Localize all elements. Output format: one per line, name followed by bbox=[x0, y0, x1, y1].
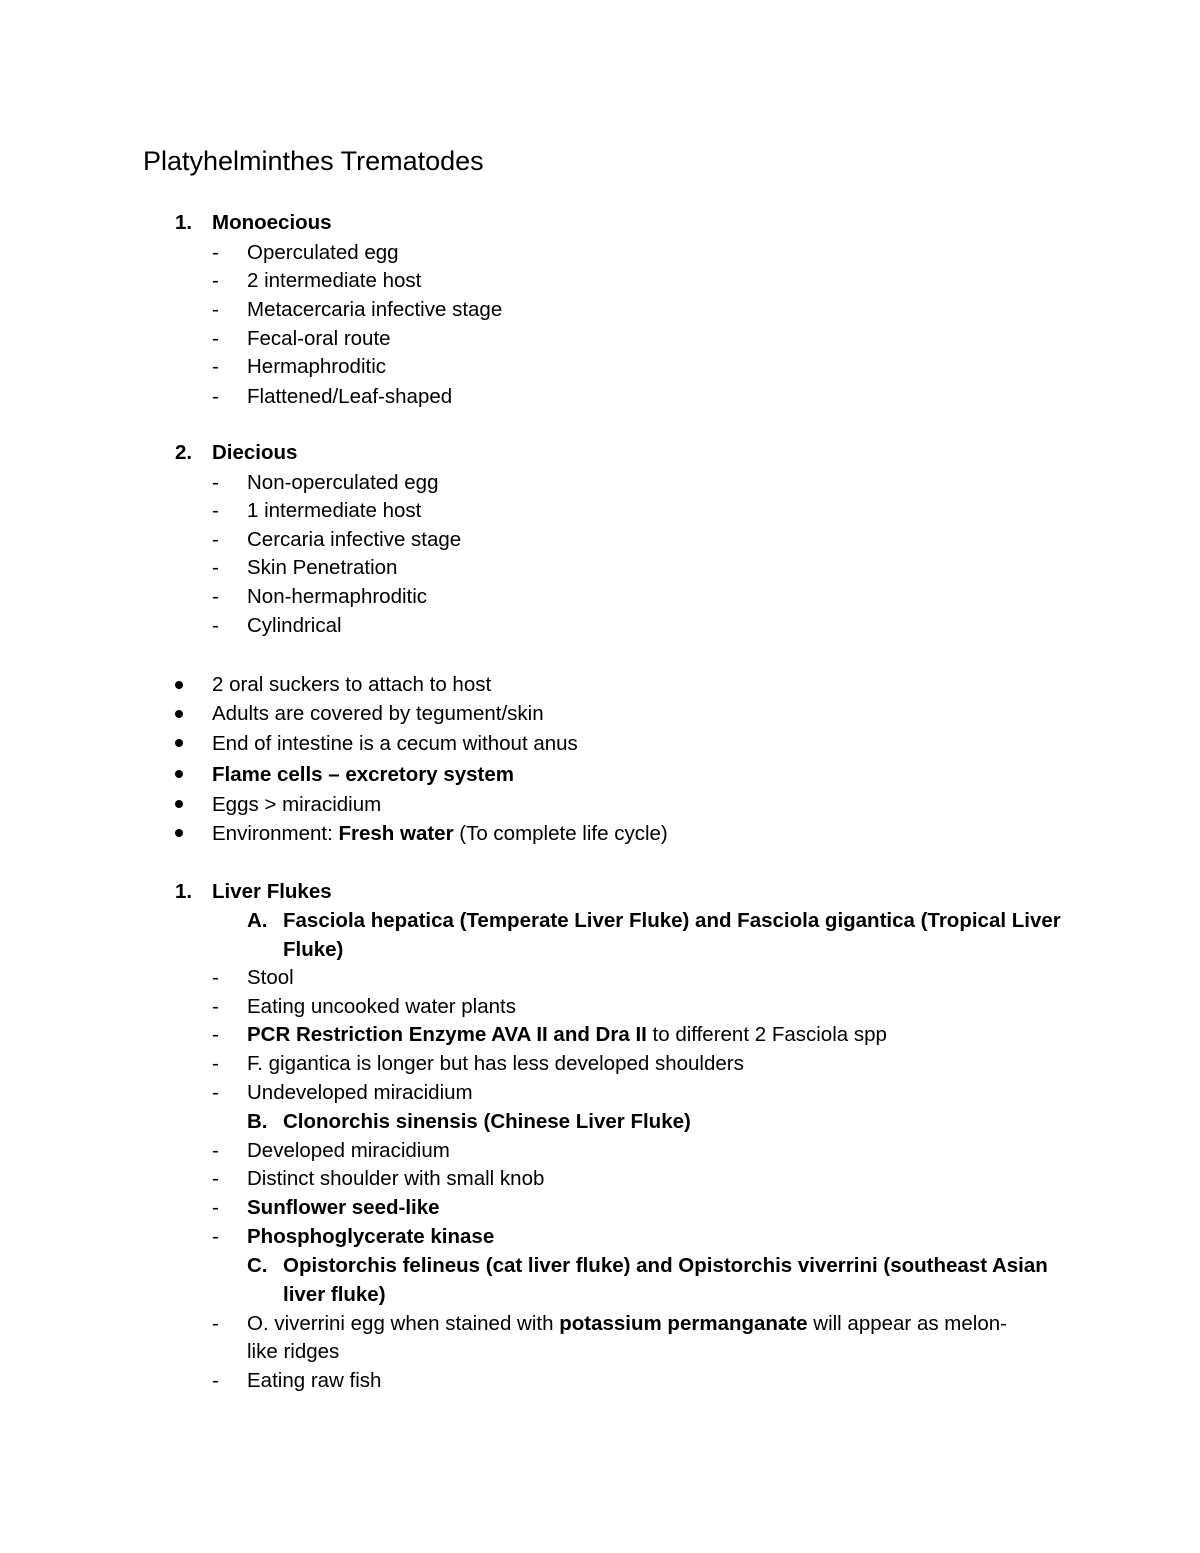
dash-marker: - bbox=[212, 1081, 219, 1104]
bullet-text: Environment: bbox=[212, 822, 339, 845]
list-item bbox=[247, 1020, 887, 1049]
list-item: Stool bbox=[247, 966, 294, 989]
list-item: Developed miracidium bbox=[247, 1139, 450, 1162]
subsection-heading-fasciola: Fasciola hepatica (Temperate Liver Fluke) and Fasciola gigantica (Tropical Liver Fluke) bbox=[283, 909, 1061, 961]
list-item: Metacercaria infective stage bbox=[247, 298, 503, 321]
dash-marker: - bbox=[212, 1052, 219, 1075]
list-item: 2 intermediate host bbox=[247, 269, 422, 292]
bullet-item: Eggs > miracidium bbox=[212, 793, 382, 816]
dash-marker: - bbox=[212, 298, 219, 321]
list-item bbox=[247, 1309, 1007, 1338]
list-item-bold: PCR Restriction Enzyme AVA II and Dra II bbox=[247, 1023, 647, 1046]
bullet-icon bbox=[175, 829, 183, 837]
dash-marker: - bbox=[212, 471, 219, 494]
section-heading-diecious: Diecious bbox=[212, 441, 298, 464]
list-item: Phosphoglycerate kinase bbox=[247, 1225, 495, 1248]
subsection-letter: A. bbox=[247, 909, 268, 932]
list-item-text: to different 2 Fasciola spp bbox=[646, 1023, 887, 1046]
list-item: Cercaria infective stage bbox=[247, 528, 462, 551]
bullet-icon bbox=[175, 800, 183, 808]
list-item: Non-hermaphroditic bbox=[247, 585, 428, 608]
list-item-continuation: like ridges bbox=[247, 1340, 340, 1363]
list-item: Hermaphroditic bbox=[247, 355, 386, 378]
subsection-heading-opistorchis: Opistorchis felineus (cat liver fluke) and Opistorchis viverrini (southeast Asian liver fluke) bbox=[283, 1254, 1048, 1306]
bullet-text-bold: Fresh water bbox=[338, 822, 454, 845]
bullet-icon bbox=[175, 681, 183, 689]
subsection-letter: B. bbox=[247, 1110, 268, 1133]
list-item: Fecal-oral route bbox=[247, 327, 391, 350]
dash-marker: - bbox=[212, 1196, 219, 1219]
section-heading-liver-flukes: Liver Flukes bbox=[212, 880, 332, 903]
list-item: Non-operculated egg bbox=[247, 471, 439, 494]
list-item: Eating raw fish bbox=[247, 1369, 382, 1392]
bullet-item: 2 oral suckers to attach to host bbox=[212, 673, 492, 696]
section-heading-monoecious: Monoecious bbox=[212, 211, 332, 234]
dash-marker: - bbox=[212, 1023, 219, 1046]
dash-marker: - bbox=[212, 499, 219, 522]
list-item-text: O. viverrini egg when stained with bbox=[247, 1312, 560, 1335]
dash-marker: - bbox=[212, 1139, 219, 1162]
dash-marker: - bbox=[212, 1369, 219, 1392]
list-item: Sunflower seed-like bbox=[247, 1196, 440, 1219]
bullet-item: Adults are covered by tegument/skin bbox=[212, 702, 544, 725]
dash-marker: - bbox=[212, 1225, 219, 1248]
document-title: Platyhelminthes Trematodes bbox=[143, 146, 484, 176]
dash-marker: - bbox=[212, 995, 219, 1018]
bullet-item: End of intestine is a cecum without anus bbox=[212, 732, 578, 755]
dash-marker: - bbox=[212, 556, 219, 579]
list-item: Flattened/Leaf-shaped bbox=[247, 385, 453, 408]
list-item: Skin Penetration bbox=[247, 556, 398, 579]
dash-marker: - bbox=[212, 241, 219, 264]
dash-marker: - bbox=[212, 269, 219, 292]
dash-marker: - bbox=[212, 966, 219, 989]
dash-marker: - bbox=[212, 355, 219, 378]
dash-marker: - bbox=[212, 327, 219, 350]
subsection-heading-clonorchis: Clonorchis sinensis (Chinese Liver Fluke) bbox=[283, 1110, 691, 1133]
bullet-icon bbox=[175, 770, 183, 778]
section-number: 1. bbox=[175, 880, 193, 903]
section-number: 1. bbox=[175, 211, 193, 234]
dash-marker: - bbox=[212, 1167, 219, 1190]
list-item: Eating uncooked water plants bbox=[247, 995, 516, 1018]
bullet-icon bbox=[175, 739, 183, 747]
list-item: Undeveloped miracidium bbox=[247, 1081, 473, 1104]
list-item: Operculated egg bbox=[247, 241, 399, 264]
dash-marker: - bbox=[212, 385, 219, 408]
list-item-text: will appear as melon- bbox=[807, 1312, 1007, 1335]
bullet-text: (To complete life cycle) bbox=[453, 822, 668, 845]
list-item: Cylindrical bbox=[247, 614, 342, 637]
list-item-bold: potassium permanganate bbox=[559, 1312, 808, 1335]
bullet-icon bbox=[175, 710, 183, 718]
dash-marker: - bbox=[212, 614, 219, 637]
bullet-item: Flame cells – excretory system bbox=[212, 763, 514, 786]
dash-marker: - bbox=[212, 1312, 219, 1335]
list-item: F. gigantica is longer but has less developed shoulders bbox=[247, 1052, 744, 1075]
dash-marker: - bbox=[212, 528, 219, 551]
list-item: Distinct shoulder with small knob bbox=[247, 1167, 545, 1190]
bullet-item bbox=[212, 819, 668, 848]
list-item: 1 intermediate host bbox=[247, 499, 422, 522]
section-number: 2. bbox=[175, 441, 193, 464]
subsection-letter: C. bbox=[247, 1254, 268, 1277]
dash-marker: - bbox=[212, 585, 219, 608]
